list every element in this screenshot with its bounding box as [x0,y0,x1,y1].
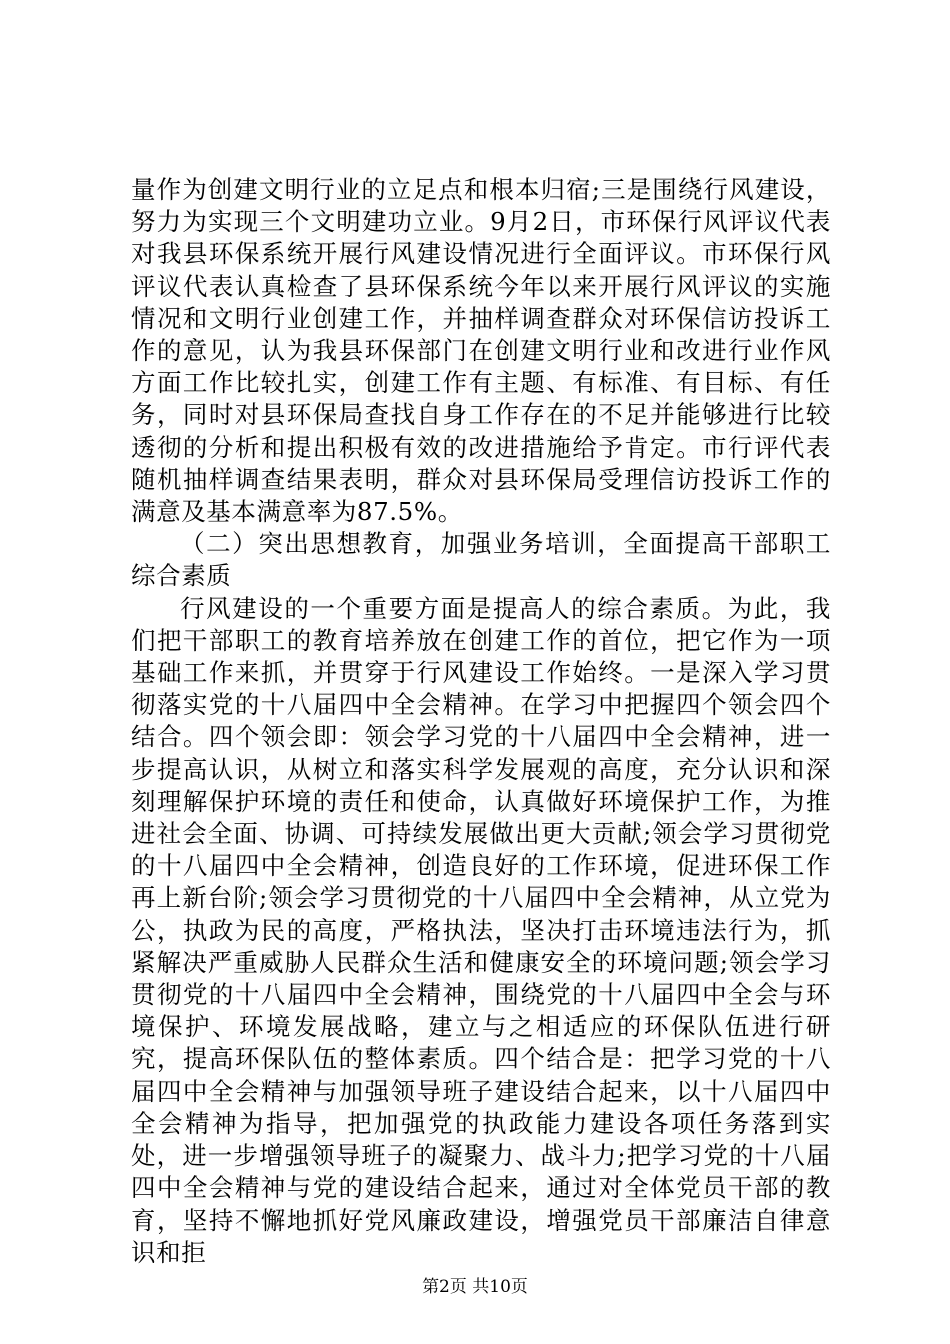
section-heading: （二）突出思想教育，加强业务培训，全面提高干部职工综合素质 [131,529,831,591]
document-body [131,174,831,1269]
paragraph-1: 量作为创建文明行业的立足点和根本归宿;三是围绕行风建设，努力为实现三个文明建功立业。9月2日，市环保行风评议代表对我县环保系统开展行风建设情况进行全面评议。市环保行风评议代表认真检查了县环保系统今年以来开展行风评议的实施情况和文明行业创建工作，并抽样调查群众对环保信访投诉工作的意见，认为我县环保部门在创建文明行业和改进行业作风方面工作比较扎实，创建工作有主题、有标准、有目标、有任务，同时对县环保局查找自身工作存在的不足并能够进行比较透彻的分析和提出积极有效的改进措施给予肯定。市行评代表随机抽样调查结果表明，群众对县环保局受理信访投诉工作的满意及基本满意率为87.5%。 [131,175,831,527]
paragraph-2: 行风建设的一个重要方面是提高人的综合素质。为此，我们把干部职工的教育培养放在创建工作的首位，把它作为一项基础工作来抓，并贯穿于行风建设工作始终。一是深入学习贯彻落实党的十八届四中全会精神。在学习中把握四个领会四个结合。四个领会即：领会学习党的十八届四中全会精神，进一步提高认识，从树立和落实科学发展观的高度，充分认识和深刻理解保护环境的责任和使命，认真做好环境保护工作，为推进社会全面、协调、可持续发展做出更大贡献;领会学习贯彻党的十八届四中全会精神，创造良好的工作环境，促进环保工作再上新台阶;领会学习贯彻党的十八届四中全会精神，从立党为公，执政为民的高度，严格执法，坚决打击环境违法行为，抓紧解决严重威胁人民群众生活和健康安全的环境问题;领会学习贯彻党的十八届四中全会精神，围绕党的十八届四中全会与环境保护、环境发展战略，建立与之相适应的环保队伍进行研究，提高环保队伍的整体素质。四个结合是：把学习党的十八届四中全会精神与加强领导班子建设结合起来，以十八届四中全会精神为指导，把加强党的执政能力建设各项任务落到实处，进一步增强领导班子的凝聚力、战斗力;把学习党的十八届四中全会精神与党的建设结合起来，通过对全体党员干部的教育，坚持不懈地抓好党风廉政建设，增强党员干部廉洁自律意识和拒 [131,593,831,1267]
page-number-footer: 第2页 共10页 [422,1277,528,1297]
